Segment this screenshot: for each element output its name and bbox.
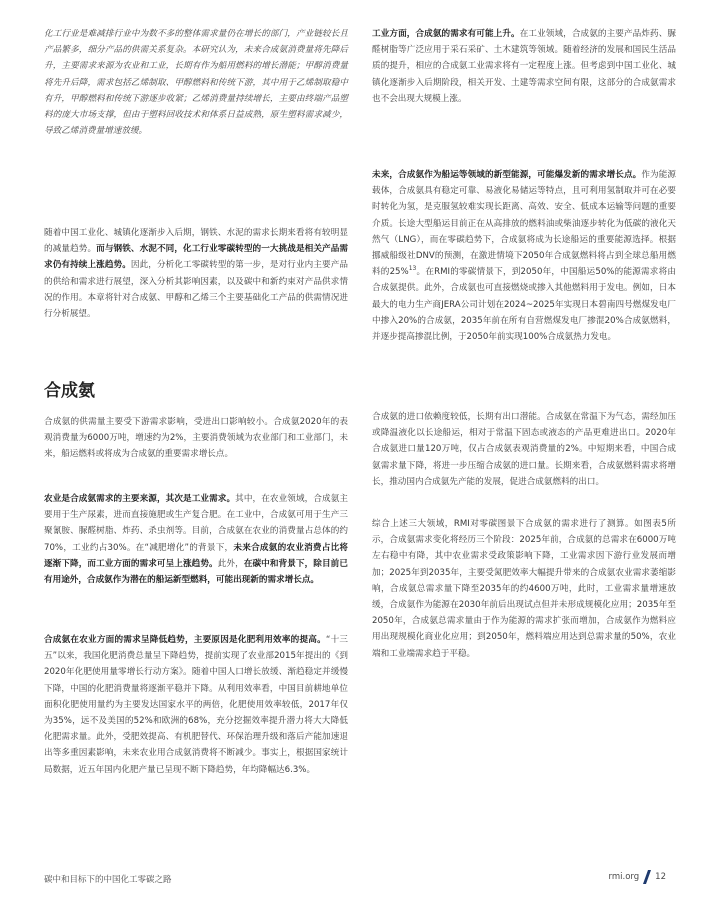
highlight-text: 工业方面，合成氨的需求有可能上升。 <box>372 29 520 39</box>
highlight-text: 在碳中和背景下，除目前已有用途外，合成氨作为潜在的船运新型燃料，可能出现新的需求增长点。 <box>44 558 348 586</box>
paragraph-industrial-demand <box>372 26 676 107</box>
text-run: 其中，在农业领域，合成氨主要用于生产尿素，进而直接施肥或生产复合肥。在工业中，合成氨可用于生产三聚氰胺、脲醛树脂、炸药、杀虫剂等。目前，合成氨在农业的消费量占总体的约70%，工业约占30%。在“减肥增化”的背景下， <box>44 494 348 553</box>
paragraph-summary-forecast: 综合上述三大领域，RMI对零碳图景下合成氨的需求进行了测算。如图表5所示，合成氨需求变化将经历三个阶段：2025年前，合成氨的总需求在6000万吨左右稳中有降，其中农业需求受政策影响下降，工业需求因下游行业发展而增加；2025年到2035年，主要受氮肥效率大幅提升带来的合成氨农业需求萎缩影响，合成氨总需求量下降至2035年的约4600万吨，此时，工业需求量增速放缓，合成氨作为能源在2030年前后出现试点但并未形成规模化应用；2035年至2050年，合成氨总需求量由于作为能源的需求扩张而增加，合成氨作为燃料应用出现规模化商业化应用；到2050年，燃料端应用达到总需求量的50%，农业端和工业端需求趋于平稳。 <box>372 519 676 659</box>
slash-icon <box>643 870 651 884</box>
text-run: 。在RMI的零碳情景下，到2050年，中国船运50%的能源需求将由合成氨提供。此外，合成氨也可直接燃烧或掺入其他燃料用于发电。例如，日本最大的电力生产商JERA公司计划在2024~2025年实现日本碧南四号燃煤发电厂中掺入20%的合成氨，2035年前在所有自营燃煤发电厂掺混20%合成氨燃料，并逐步提高掺混比例，于2050年前实现100%合成氨热力发电。 <box>372 267 676 343</box>
text-run: 因此，分析化工零碳转型的第一步，是对行业内主要产品的供给和需求进行展望，深入分析其影响因素，以及碳中和新约束对产品供求情况的作用。本章将针对合成氨、甲醇和乙烯三个主要基础化工产品的供需情况进行分析展望。 <box>44 260 348 320</box>
footer-report-title: 碳中和目标下的中国化工零碳之路 <box>44 875 172 885</box>
text-run: 随着中国工业化、城镇化逐渐步入后期，钢铁、水泥的需求长期来看将有较明显的减量趋势。 <box>44 228 348 255</box>
highlight-text: 合成氨在农业方面的需求呈降低趋势，主要原因是化肥利用效率的提高。 <box>44 635 326 645</box>
text-run: 此外， <box>217 558 244 569</box>
highlight-text: 未来，合成氨作为船运等领域的新型能源，可能爆发新的需求增长点。 <box>372 170 642 180</box>
text-run: 在工业领域，合成氨的主要产品炸药、脲醛树脂等广泛应用于采石采矿、土木建筑等领域。随着经济的发展和国民生活品质的提升，相应的合成氨工业需求将有一定程度上涨。但考虑到中国工业化、城镇化逐渐步入后期阶段，相关开发、土建等需求空间有限，这部分的合成氨需求也不会出现大规模上涨。 <box>372 29 676 104</box>
highlight-text: 农业是合成氨需求的主要来源，其次是工业需求。 <box>44 494 236 504</box>
paragraph-fertilizer-efficiency <box>44 632 348 778</box>
footer-site-link[interactable]: rmi.org <box>608 872 640 882</box>
text-run: 作为能源载体，合成氨具有稳定可靠、易液化易储运等特点，且可利用氢制取并可在必要时转化为氢，是克服氢较难实现长距离、高效、安全、低成本运输等问题的重要介质。长途大型船运目前正在从高排放的燃料油或柴油逐步转化为低碳的液化天然气（LNG），而在零碳趋势下，合成氨将成为长途船运的重要能源选择。根据挪威船级社DNV的预测，在激进情境下2050年合成氨燃料将占到全球总船用燃料的25% <box>372 170 676 278</box>
highlight-text: 而与钢铁、水泥不同，化工行业零碳转型的一大挑战是相关产品需求仍有持续上涨趋势。 <box>44 244 348 271</box>
paragraph-industrialization <box>44 225 348 322</box>
page-number: 12 <box>655 872 666 882</box>
text-run: “十三五”以来，我国化肥消费总量呈下降趋势，提前实现了农业部2015年提出的《到2020年化肥使用量零增长行动方案》。随着中国人口增长放缓、渐趋稳定并缓慢下降，中国的化肥消费量将逐渐平稳并下降。从利用效率看，中国目前耕地单位面积化肥使用量约为主要发达国家水平的两倍，化肥使用效率较低，2017年仅为35%，远不及美国的52%和欧洲的68%，充分挖掘效率提升潜力将大大降低化肥需求量。此外，受肥效提高、有机肥替代、环保治理升级和落后产能加速退出等多重因素影响，未来农业用合成氨消费将不断减少。事实上，根据国家统计局数据，近五年国内化肥产量已呈现不断下降趋势，年均降幅达6.3%。 <box>44 635 348 775</box>
intro-summary: 化工行业是难减排行业中为数不多的整体需求量仍在增长的部门，产业链较长且产品繁多，细分产品的供需关系复杂。本研究认为，未来合成氨消费量将先降后升，主要需求来源为农业和工业，长期有作为船用燃料的增长潜能；甲醇消费量将先升后降，需求包括乙烯制取、甲醇燃料和传统下游，其中用于乙烯制取稳中有升，甲醇燃料和传统下游逐步收紧；乙烯消费量持续增长，主要由终端产品塑料的庞大市场支撑，但由于塑料回收技术和体系日益成熟，原生塑料需求减少，导致乙烯消费量增速放缓。 <box>44 29 348 137</box>
paragraph-import-export: 合成氨的进口依赖度较低，长期有出口潜能。合成氨在常温下为气态，需经加压或降温液化以长途船运，相对于常温下固态或液态的产品更难进出口。2020年合成氨进口量120万吨，仅占合成氨表观消费量的2%。中短期来看，中国合成氨需求量下降，将进一步压缩合成氨的进口量。长期来看，合成氨燃料需求将增长，推动国内合成氨先产能的发展，促进合成氨燃料的出口。 <box>372 412 676 487</box>
paragraph-supply-demand: 合成氨的供需量主要受下游需求影响，受进出口影响较小。合成氨2020年的表观消费量为6000万吨，增速约为2%，主要消费领域为农业部门和工业部门，未来，船运燃料或将成为合成氨的重要需求增长点。 <box>44 417 348 460</box>
paragraph-shipping-fuel <box>372 167 676 345</box>
footnote-ref[interactable]: 13 <box>408 265 417 273</box>
paragraph-agriculture-industry <box>44 491 348 588</box>
highlight-text: 未来合成氨的农业消费占比将逐渐下降，而工业方面的需求可呈上涨趋势。 <box>44 542 348 569</box>
section-title: 合成氨 <box>44 381 95 401</box>
footer-page-info <box>609 870 666 884</box>
